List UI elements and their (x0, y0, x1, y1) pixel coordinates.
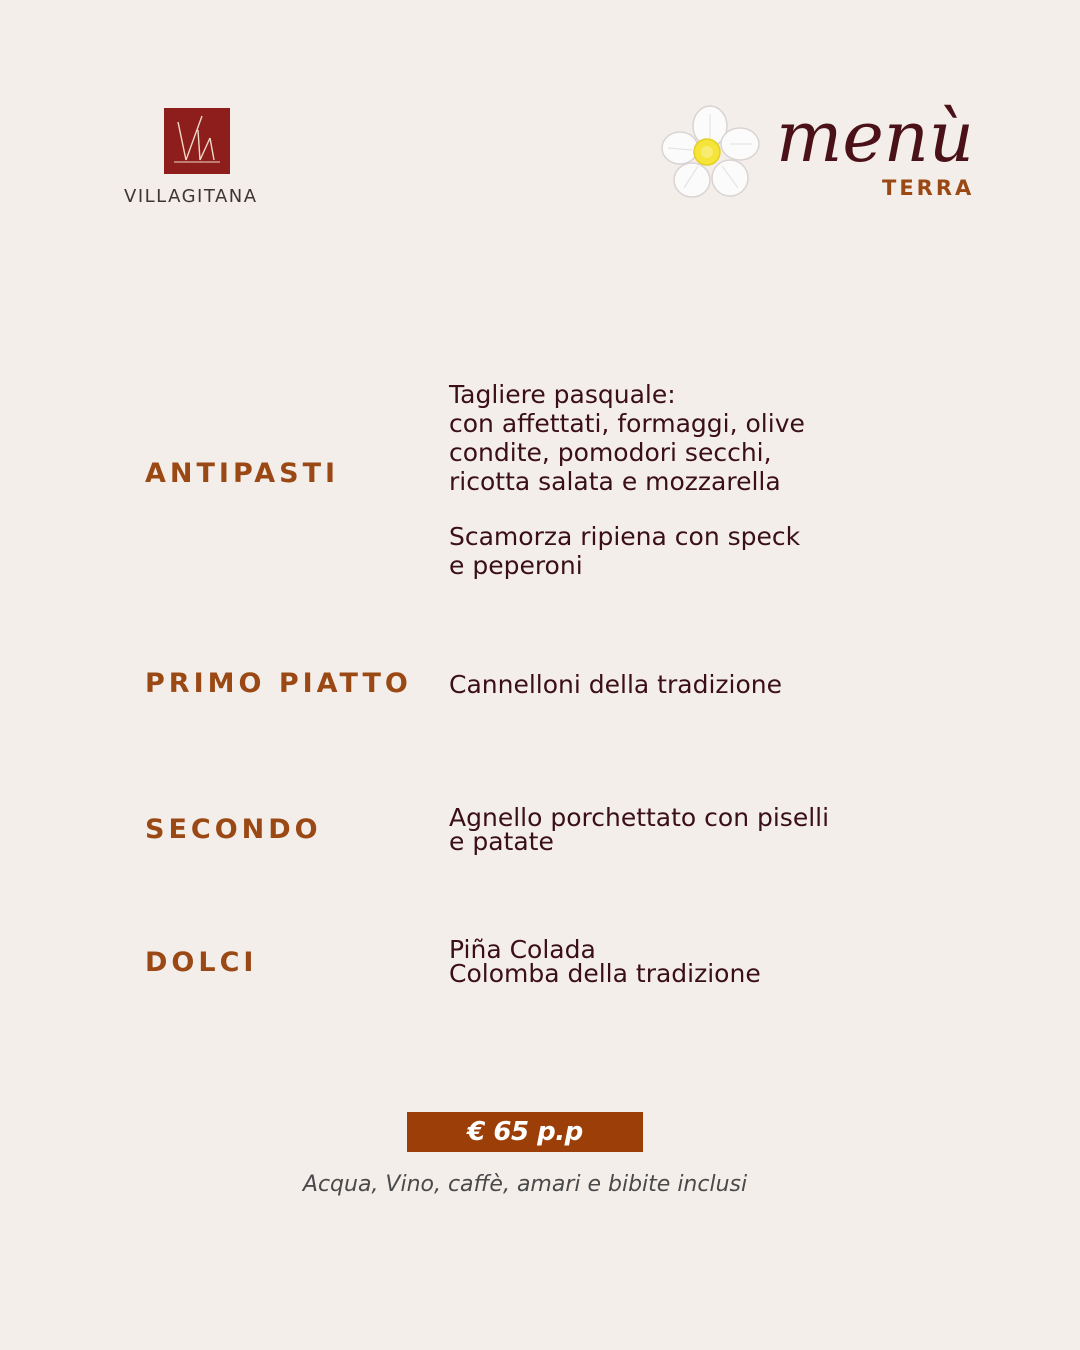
course-items-primo-piatto (449, 670, 889, 699)
price-text: € 65 p.p (467, 1117, 583, 1147)
dish-item: Piña Colada (449, 935, 596, 964)
course-label-dolci: DOLCI (145, 947, 258, 978)
dish-item: Scamorza ripiena con speck e peperoni (449, 522, 801, 580)
course-label-antipasti: ANTIPASTI (145, 458, 340, 489)
brand-name: VILLAGITANA (124, 186, 258, 207)
dish-item: Agnello porchettato con piselli e patate (449, 803, 830, 856)
menu-subtitle: TERRA (882, 176, 975, 200)
dish-item: Cannelloni della tradizione (449, 670, 782, 699)
course-items-dolci (449, 935, 889, 988)
inclusions-note: Acqua, Vino, caffè, amari e bibite inclusi (302, 1172, 748, 1197)
course-items-antipasti (449, 380, 889, 580)
course-label-primo-piatto: PRIMO PIATTO (145, 668, 412, 699)
menu-title: menù (776, 96, 974, 178)
price-badge (407, 1112, 643, 1152)
dish-item: Tagliere pasquale: con affettati, formaggi, olive condite, pomodori secchi, ricotta salata e mozzarella (449, 380, 805, 496)
course-label-secondo: SECONDO (145, 814, 322, 845)
villagitana-logo-mark (164, 108, 230, 174)
course-items-secondo (449, 803, 889, 856)
daisy-flower-icon (660, 104, 760, 200)
dish-item: Colomba della tradizione (449, 959, 761, 988)
